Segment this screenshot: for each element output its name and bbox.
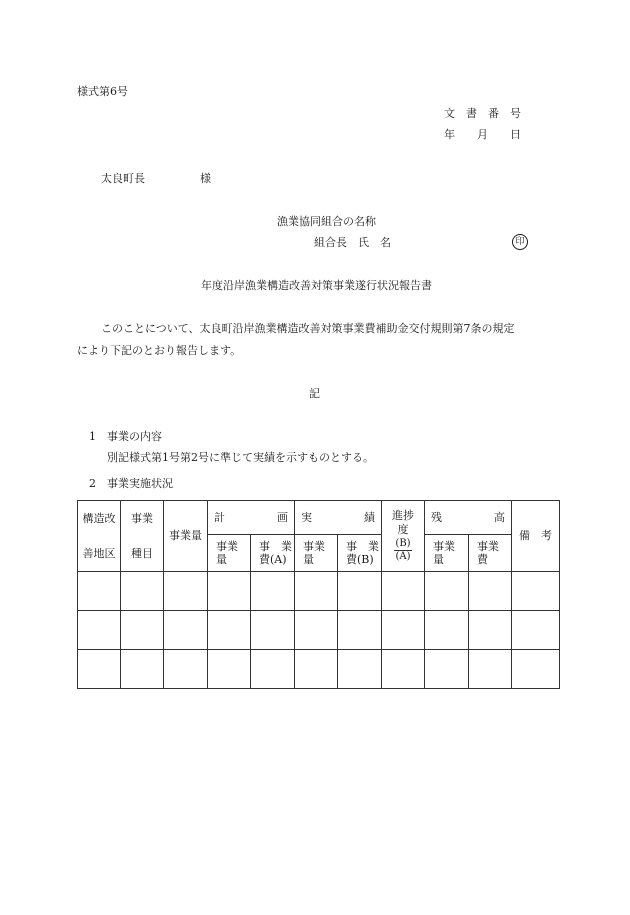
table-cell[interactable] <box>338 572 382 611</box>
table-cell[interactable] <box>382 611 425 650</box>
org-name-label: 漁業協同組合の名称 <box>277 215 376 228</box>
header-area: 構造改 善地区 <box>78 501 121 572</box>
table-cell[interactable] <box>78 611 121 650</box>
header-remarks: 備 考 <box>512 501 560 572</box>
table-cell[interactable] <box>425 572 469 611</box>
table-cell[interactable] <box>295 611 338 650</box>
header-plan: 計 画 <box>208 501 295 535</box>
table-cell[interactable] <box>469 572 512 611</box>
table-cell[interactable] <box>208 650 251 689</box>
table-cell[interactable] <box>382 650 425 689</box>
ki-marker: 記 <box>309 387 320 400</box>
table-cell[interactable] <box>251 611 295 650</box>
table-cell[interactable] <box>164 650 208 689</box>
table-cell[interactable] <box>382 572 425 611</box>
table-cell[interactable] <box>121 611 164 650</box>
header-progress: 進捗 度 $\frac{(B)}{(A)}$ <box>382 501 425 572</box>
table-cell[interactable] <box>121 650 164 689</box>
section1-heading: 1 事業の内容 <box>89 430 162 443</box>
sub-remaining-cost: 事業 費 <box>469 535 512 572</box>
progress-numerator: (B) <box>395 537 411 549</box>
chair-name-label: 組合長 氏 名 <box>314 236 391 249</box>
table-cell[interactable] <box>164 611 208 650</box>
section1-text: 別記様式第1号第2号に準じて実績を示すものとする。 <box>107 451 374 464</box>
table-row <box>78 650 560 689</box>
table-cell[interactable] <box>338 650 382 689</box>
sub-plan-quantity: 事業 量 <box>208 535 251 572</box>
table-cell[interactable] <box>469 650 512 689</box>
table-cell[interactable] <box>295 650 338 689</box>
table-row <box>78 611 560 650</box>
sub-remaining-quantity: 事業 量 <box>425 535 469 572</box>
date-label: 年 月 日 <box>444 128 521 141</box>
table-cell[interactable] <box>208 611 251 650</box>
report-title: 年度沿岸漁業構造改善対策事業遂行状況報告書 <box>201 279 432 292</box>
table-cell[interactable] <box>512 572 560 611</box>
document-number-label: 文 書 番 号 <box>444 107 521 120</box>
addressee: 太良町長 様 <box>101 172 211 185</box>
table-cell[interactable] <box>295 572 338 611</box>
table-cell[interactable] <box>78 572 121 611</box>
table-cell[interactable] <box>425 611 469 650</box>
table-cell[interactable] <box>251 572 295 611</box>
sub-result-quantity: 事業 量 <box>295 535 338 572</box>
form-number: 様式第6号 <box>77 85 128 98</box>
table-cell[interactable] <box>78 650 121 689</box>
seal-mark: 印 <box>512 234 528 250</box>
table-cell[interactable] <box>425 650 469 689</box>
sub-result-cost: 事 業 費(B) <box>338 535 382 572</box>
header-project-type: 事業 種目 <box>121 501 164 572</box>
table-row <box>78 572 560 611</box>
section2-heading: 2 事業実施状況 <box>89 477 173 490</box>
body-text-line2: により下記のとおり報告します。 <box>77 344 242 357</box>
sub-plan-cost: 事 業 費(A) <box>251 535 295 572</box>
table-cell[interactable] <box>338 611 382 650</box>
header-result: 実 績 <box>295 501 382 535</box>
table-cell[interactable] <box>208 572 251 611</box>
table-cell[interactable] <box>121 572 164 611</box>
table-cell[interactable] <box>251 650 295 689</box>
header-quantity: 事業量 <box>164 501 208 572</box>
header-remaining: 残 高 <box>425 501 512 535</box>
progress-denominator: (A) <box>395 550 411 562</box>
table-cell[interactable] <box>512 611 560 650</box>
implementation-status-table <box>77 500 560 689</box>
table-cell[interactable] <box>512 650 560 689</box>
table-cell[interactable] <box>164 572 208 611</box>
table-cell[interactable] <box>469 611 512 650</box>
body-text-line1: このことについて、太良町沿岸漁業構造改善対策事業費補助金交付規則第7条の規定 <box>101 322 515 335</box>
